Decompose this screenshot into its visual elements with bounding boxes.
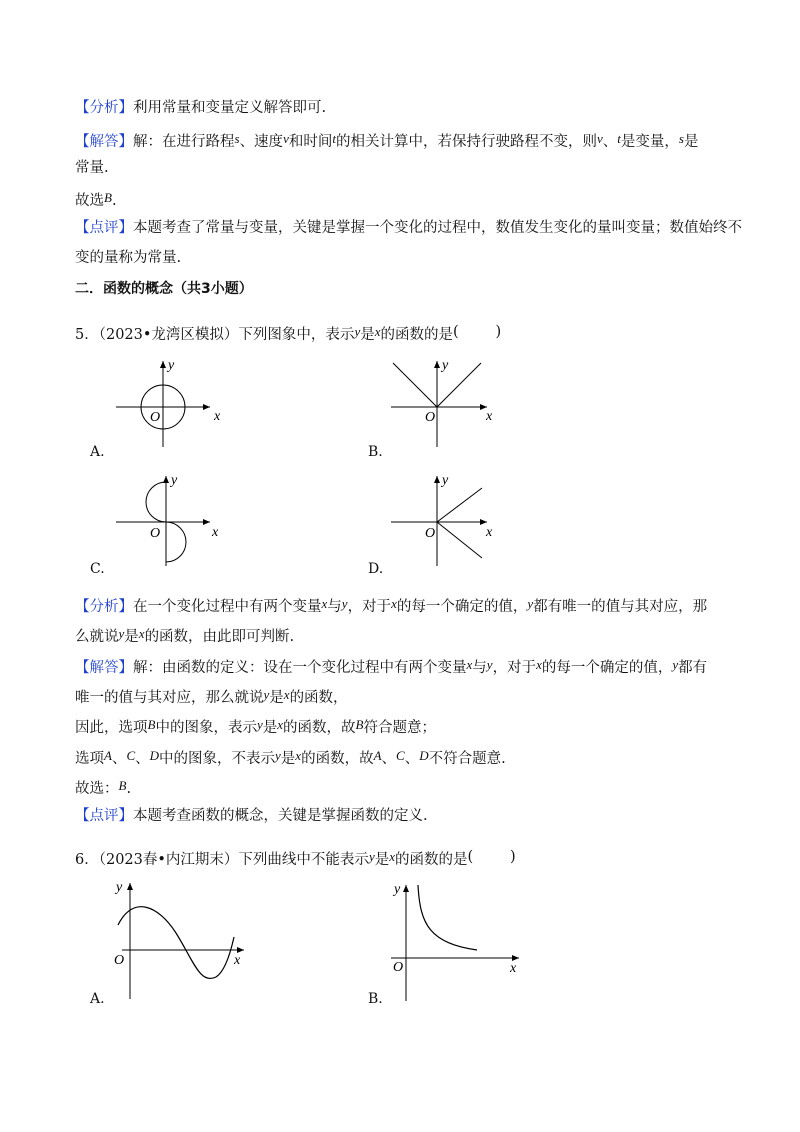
option-c-label: C. — [90, 561, 105, 577]
var-x: x — [374, 324, 381, 339]
graph-c — [110, 470, 230, 570]
text: . — [126, 781, 132, 797]
text: 、 — [381, 751, 397, 767]
option-letter: B — [118, 778, 127, 793]
x-arrow — [203, 519, 210, 525]
var-y: y — [354, 324, 361, 339]
q4-comment-line-2: 变的量称为常量. — [75, 250, 182, 266]
option-d-label: D. — [368, 561, 384, 577]
text: 的函数的是 — [380, 327, 453, 343]
text: 与 — [327, 599, 342, 615]
y-label: y — [442, 358, 449, 373]
q4-choice-line — [75, 188, 117, 211]
y-label: y — [116, 880, 123, 895]
text: 在一个变化过程中有两个变量 — [133, 599, 322, 615]
var-x: x — [389, 849, 395, 864]
text: 不符合题意. — [428, 751, 506, 767]
option-letter: A — [373, 748, 382, 763]
text: 与 — [472, 660, 487, 676]
var-x: x — [283, 687, 290, 702]
sideways-v-curve — [437, 488, 482, 558]
x-label: x — [510, 961, 517, 976]
answer-blank: ( ) — [453, 324, 502, 340]
analysis-text: 利用常量和变量定义解答即可. — [133, 100, 327, 116]
choice-letter: B — [104, 190, 112, 205]
y-arrow — [434, 361, 440, 368]
comment-text: 本题考查函数的概念，关键是掌握函数的定义. — [133, 808, 428, 824]
option-letter: A — [104, 748, 112, 763]
comment-text: 本题考查了常量与变量，关键是掌握一个变化的过程中，数值发生变化的量叫变量；数值始终不 — [133, 220, 742, 236]
text: 选项 — [75, 751, 104, 767]
var-x: x — [277, 717, 284, 732]
origin-label: O — [425, 526, 436, 541]
text: 解：由函数的定义：设在一个变化过程中有两个变量 — [133, 660, 467, 676]
var-x: x — [295, 748, 302, 763]
analysis-tag: 【分析】 — [75, 100, 133, 116]
option-letter: B — [355, 717, 364, 732]
var-y: y — [672, 657, 679, 672]
q5-answer-line-5 — [75, 776, 131, 799]
var-v: v — [283, 131, 289, 146]
q5-answer-line-2 — [75, 685, 348, 708]
text: 是 — [262, 720, 278, 736]
var-x: x — [321, 596, 328, 611]
q6-graph-a — [108, 875, 253, 1005]
hyperbola-curve — [418, 885, 477, 950]
text: ，对于 — [347, 599, 392, 615]
text: 都有唯一的值与其对应，那 — [533, 599, 708, 615]
var-s: s — [234, 131, 240, 146]
option-letter: C — [396, 748, 405, 763]
text: 、 — [602, 134, 618, 150]
x-label: x — [214, 409, 221, 424]
q4-comment-line-1 — [75, 218, 742, 238]
x-label: x — [486, 525, 493, 540]
text: 中的图象，不表示 — [159, 751, 276, 767]
q4-answer-line-2: 常量. — [75, 160, 109, 176]
q6-option-a-label: A. — [90, 991, 105, 1007]
y-label: y — [442, 473, 449, 488]
y-arrow — [127, 883, 133, 890]
q4-answer-line-1 — [75, 129, 698, 152]
graph-d — [385, 470, 505, 570]
comment-tag: 【点评】 — [75, 808, 133, 824]
text: 是 — [124, 629, 139, 645]
text: 的相关计算中，若保持行驶路程不变，则 — [335, 134, 597, 150]
text: 是 — [374, 852, 390, 868]
text: 的每一个确定的值， — [541, 660, 673, 676]
var-t: t — [332, 131, 336, 146]
text: 5．（2023•龙湾区模拟）下列图象中，表示 — [75, 327, 355, 343]
text: 的每一个确定的值， — [396, 599, 528, 615]
q5-answer-line-3 — [75, 715, 436, 738]
var-y: y — [118, 626, 125, 641]
origin-label: O — [425, 410, 436, 425]
var-v: v — [596, 131, 603, 146]
graph-b — [385, 355, 505, 450]
x-label: x — [212, 525, 219, 540]
y-label: y — [171, 473, 178, 488]
var-y: y — [275, 748, 281, 763]
var-y: y — [341, 596, 348, 611]
answer-blank: ( ) — [467, 849, 516, 865]
var-y: y — [368, 849, 375, 864]
text: 是变量， — [620, 134, 679, 150]
var-x: x — [138, 626, 145, 641]
text: 和时间 — [288, 134, 333, 150]
var-y: y — [263, 687, 270, 702]
var-x: x — [536, 657, 542, 672]
origin-label: O — [150, 526, 161, 541]
text: 么就说 — [75, 629, 119, 645]
graph-a — [110, 355, 230, 450]
upper-left-semicircle — [146, 482, 166, 522]
text: 、 — [111, 751, 127, 767]
text: 6．（2023春•内江期末）下列曲线中不能表示 — [75, 852, 369, 868]
text: 是 — [683, 134, 699, 150]
text: 的函数，故 — [283, 720, 356, 736]
answer-tag: 【解答】 — [75, 660, 133, 676]
text: 是 — [360, 327, 375, 343]
answer-tag: 【解答】 — [75, 134, 133, 150]
text: 是 — [269, 690, 284, 706]
lower-right-semicircle — [166, 522, 186, 562]
x-arrow — [203, 404, 210, 410]
text: . — [111, 193, 117, 209]
q6-graph-b — [385, 875, 530, 1005]
text: 的函数，由此即可判断. — [144, 629, 295, 645]
text: 唯一的值与其对应，那么就说 — [75, 690, 264, 706]
q5-answer-line-1 — [75, 655, 707, 678]
option-letter: C — [126, 748, 136, 763]
x-label: x — [486, 409, 493, 424]
text: 、速度 — [239, 134, 284, 150]
text: 符合题意； — [363, 720, 436, 736]
text: 因此，选项 — [75, 720, 148, 736]
q4-analysis-line — [75, 98, 326, 118]
text: 都有 — [678, 660, 708, 676]
x-label: x — [234, 953, 241, 968]
var-y: y — [527, 596, 534, 611]
text: 、 — [135, 751, 150, 767]
var-y: y — [256, 717, 263, 732]
y-arrow — [403, 885, 409, 892]
q5-answer-line-4 — [75, 746, 506, 769]
y-label: y — [394, 882, 401, 897]
y-arrow — [160, 361, 166, 368]
q6-option-b-label: B. — [368, 991, 383, 1007]
option-letter: D — [419, 748, 429, 763]
comment-tag: 【点评】 — [75, 220, 133, 236]
text: 故选： — [75, 781, 119, 797]
y-label: y — [168, 358, 175, 373]
var-y: y — [486, 657, 493, 672]
option-a-label: A. — [90, 444, 105, 460]
q5-comment-line — [75, 806, 428, 826]
option-letter: B — [147, 717, 156, 732]
wave-curve — [118, 907, 234, 979]
option-letter: D — [149, 748, 160, 763]
text: 故选 — [75, 193, 104, 209]
text: 中的图象，表示 — [155, 720, 257, 736]
text: 解：在进行路程 — [133, 134, 235, 150]
text: 的函数的是 — [395, 852, 468, 868]
origin-label: O — [393, 960, 404, 975]
q6-stem — [75, 847, 516, 870]
var-x: x — [466, 657, 473, 672]
text: 、 — [404, 751, 420, 767]
origin-label: O — [150, 410, 161, 425]
q5-analysis-line-2 — [75, 624, 294, 647]
text: ，对于 — [492, 660, 537, 676]
y-arrow — [434, 476, 440, 483]
var-t: t — [617, 131, 621, 146]
var-x: x — [391, 596, 397, 611]
text: 是 — [280, 751, 296, 767]
q5-analysis-line-1 — [75, 594, 707, 617]
q5-stem — [75, 322, 501, 345]
section-title: 二．函数的概念（共3小题） — [75, 281, 253, 297]
option-b-label: B. — [368, 444, 383, 460]
analysis-tag: 【分析】 — [75, 599, 133, 615]
origin-label: O — [114, 953, 125, 968]
text: 的函数，故 — [301, 751, 374, 767]
var-s: s — [678, 131, 684, 146]
text: 的函数， — [289, 690, 348, 706]
